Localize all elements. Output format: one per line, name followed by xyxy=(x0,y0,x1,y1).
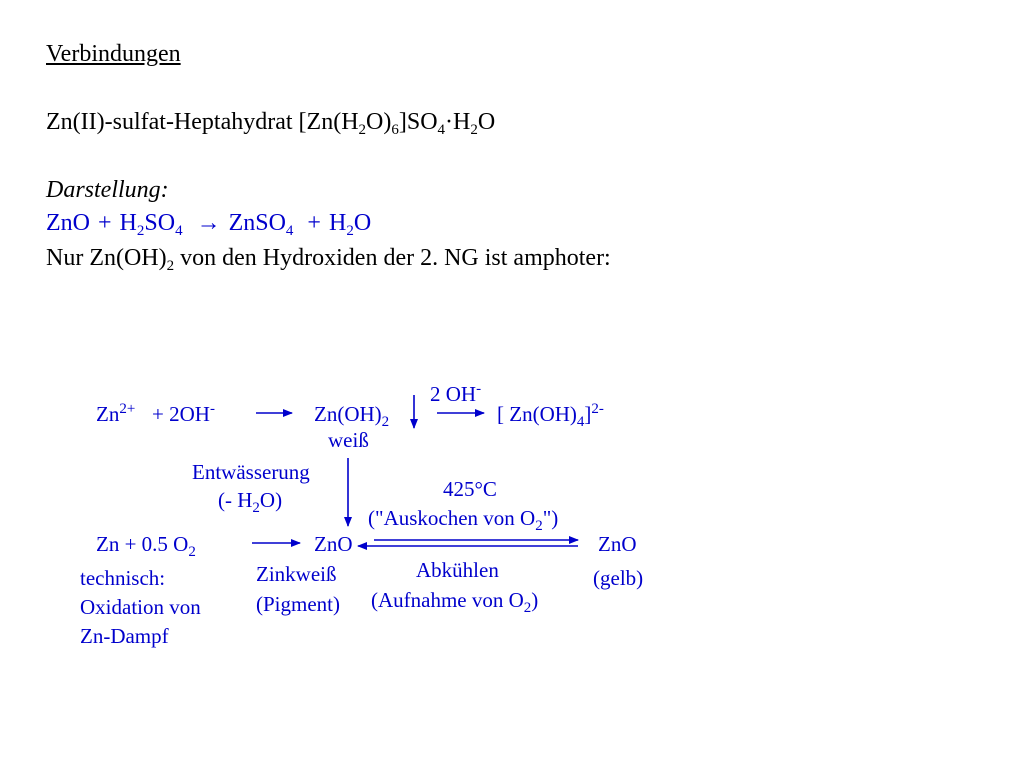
amphoter-statement: Nur $Zn(OH)_2$ von den Hydroxiden der 2. NG ist amphoter: xyxy=(46,245,611,274)
abkuehlen-label: Abkühlen xyxy=(416,558,499,582)
zn-oxygen-reactants: Zn + 0.5 $O_2$ xyxy=(96,532,196,560)
aufnahme-label: (Aufnahme von $O_2$) xyxy=(371,588,539,616)
weiss-label: weiß xyxy=(328,428,369,452)
auskochen-label: ("Auskochen von $O_2$") xyxy=(368,506,559,534)
gelb-label: (gelb) xyxy=(593,566,644,590)
oxidation-label: Oxidation von xyxy=(80,595,201,619)
darstellung-label: Darstellung: xyxy=(46,177,169,203)
compound-formula: Zn(II)-sulfat-Heptahydrat $[Zn(H_2O)_6]SO_4\cdot H_2O$ xyxy=(46,109,496,138)
minus-water-label: (- $H_2O$) xyxy=(218,488,283,516)
hydroxide-reactant: + 2OH- xyxy=(152,401,215,426)
technisch-label: technisch: xyxy=(80,566,166,590)
temperature-label: 425°C xyxy=(443,477,497,501)
section-heading: Verbindungen xyxy=(46,41,181,67)
reaction-equation: ZnO + $H_2SO_4$ → ZnSO$_4$ + $H_2O$ xyxy=(46,210,372,239)
hydroxo-complex: [ $Zn(OH)_4]^{2-}$ xyxy=(497,401,604,430)
two-oh-label: 2 OH- xyxy=(430,381,482,406)
entwaesserung-label: Entwässerung xyxy=(192,460,310,484)
zno-yellow: ZnO xyxy=(598,532,637,556)
zn-dampf-label: Zn-Dampf xyxy=(80,624,169,648)
zinc-hydroxide: $Zn(OH)_2$ xyxy=(314,402,390,430)
zn2plus: $Zn^{2+}$ xyxy=(96,401,136,426)
pigment-label: (Pigment) xyxy=(256,592,340,616)
zinkweiss-label: Zinkweiß xyxy=(256,562,337,586)
zno-white: ZnO xyxy=(314,532,353,556)
